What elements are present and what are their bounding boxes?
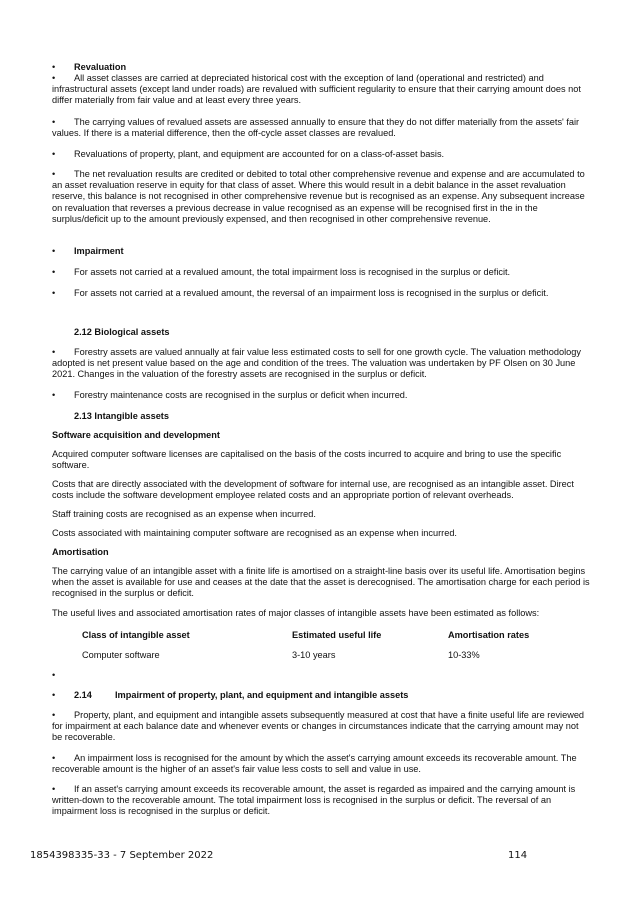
paragraph: Costs that are directly associated with the development of software for internal use, are recognised as an intangible asset. Direct costs include the software development employee related costs and an appropriate portion of relevant overheads. (52, 479, 574, 501)
paragraph (52, 288, 590, 299)
paragraph-text: Property, plant, and equipment and intangible assets subsequently measured at cost that have a finite useful life are reviewed for impairment at each balance date and whenever events or changes in circumstances indicate that the carrying amount may not be recoverable. (52, 710, 585, 743)
table-row (82, 646, 582, 666)
bullet: • (52, 390, 56, 400)
paragraph-text: For assets not carried at a revalued amount, the total impairment loss is recognised in the surplus or deficit. (74, 267, 511, 277)
paragraph (52, 390, 590, 401)
amortisation-table (82, 626, 582, 666)
table-header: Class of intangible asset (82, 630, 190, 641)
paragraph-text: The net revaluation results are credited or debited to total other comprehensive revenue and expense and are accumulated to an asset revaluation reserve in equity for that class of asset. Where this would result in a debit balance in the asset revaluation reserve, this balance is not recognised in other comprehensive revenue but is recognised as an expense. Any subsequent increase on revaluation that reverses a previous decrease in value recognised as an expense will be recognised first in the in the surplus/deficit up to the amount previously expensed, and then recognised in other comprehensive revenue. (52, 169, 585, 224)
document-page (52, 62, 590, 818)
paragraph: Staff training costs are recognised as an expense when incurred. (52, 509, 316, 519)
paragraph-text: Revaluations of property, plant, and equipment are accounted for on a class-of-asset basis. (74, 149, 445, 159)
section-heading-2-13: 2.13 Intangible assets (74, 411, 169, 421)
bullet: • (52, 246, 56, 256)
table-header: Amortisation rates (448, 630, 530, 641)
paragraph (52, 347, 590, 381)
table-cell: Computer software (82, 650, 160, 661)
heading-text: Revaluation (74, 62, 127, 72)
paragraph-text: All asset classes are carried at depreciated historical cost with the exception of land (operational and restricted) and infrastructural assets (except land under roads) are revalued with sufficient regularity to ensure that their carrying amount does not differ materially from fair value and at least every three years. (52, 73, 581, 106)
revaluation-heading (52, 62, 590, 73)
paragraph-text: If an asset's carrying amount exceeds its recoverable amount, the asset is regarded as impaired and the carrying amount is written-down to the recoverable amount. The total impairment loss is recognised in the surplus or deficit. The reversal of an impairment loss is recognised in the surplus or deficit. (52, 784, 576, 817)
paragraph-text: Forestry maintenance costs are recognised in the surplus or deficit when incurred. (74, 390, 408, 400)
heading-text: Impairment of property, plant, and equipment and intangible assets (115, 690, 409, 700)
bullet: • (52, 784, 56, 794)
impairment-heading (52, 246, 590, 257)
bullet: • (52, 753, 56, 763)
empty-bullet (52, 670, 590, 681)
page-number: 114 (508, 850, 528, 861)
table-cell: 3-10 years (292, 650, 336, 661)
paragraph-text: For assets not carried at a revalued amount, the reversal of an impairment loss is recognised in the surplus or deficit. (74, 288, 549, 298)
bullet: • (52, 670, 56, 680)
subheading-software: Software acquisition and development (52, 430, 220, 440)
bullet: • (52, 690, 56, 700)
paragraph-text: An impairment loss is recognised for the amount by which the asset's carrying amount exceeds its recoverable amount. The recoverable amount is the higher of an asset's fair value less costs to sell and value in use. (52, 753, 577, 775)
table-header-row (82, 626, 582, 646)
paragraph-text: The carrying values of revalued assets are assessed annually to ensure that they do not differ materially from the assets' fair values. If there is a material difference, then the off-cycle asset classes are revalued. (52, 117, 580, 139)
paragraph (52, 710, 590, 744)
paragraph: The useful lives and associated amortisation rates of major classes of intangible assets have been estimated as follows: (52, 608, 540, 618)
bullet: • (52, 347, 56, 357)
paragraph: Costs associated with maintaining computer software are recognised as an expense when incurred. (52, 528, 457, 538)
paragraph (52, 169, 590, 236)
bullet: • (52, 288, 56, 298)
paragraph (52, 784, 590, 818)
section-heading-2-12: 2.12 Biological assets (74, 327, 170, 337)
table-cell: 10-33% (448, 650, 480, 661)
bullet: • (52, 73, 56, 83)
paragraph (52, 117, 590, 139)
bullet: • (52, 169, 56, 179)
paragraph: The carrying value of an intangible asset with a finite life is amortised on a straight-line basis over its useful life. Amortisation begins when the asset is available for use and ceases at the date that the asset is derecognised. The amortisation charge for each period is recognised in the surplus or deficit. (52, 566, 590, 599)
bullet: • (52, 149, 56, 159)
paragraph: Acquired computer software licenses are capitalised on the basis of the costs incurred to acquire and bring to use the specific software. (52, 449, 562, 471)
paragraph-text: Forestry assets are valued annually at fair value less estimated costs to sell for one growth cycle. The valuation methodology adopted is net present value based on the age and condition of the trees. The valuation was undertaken by PF Olsen on 30 June 2021. Changes in the valuation of the forestry assets are recognised in the surplus or deficit. (52, 347, 581, 380)
section-heading-2-14 (52, 690, 590, 701)
bullet: • (52, 117, 56, 127)
table-header: Estimated useful life (292, 630, 382, 641)
bullet: • (52, 267, 56, 277)
heading-text: Impairment (74, 246, 124, 256)
paragraph (52, 753, 590, 775)
paragraph (52, 73, 590, 107)
bullet: • (52, 62, 56, 72)
subheading-amortisation: Amortisation (52, 547, 109, 557)
section-number: 2.14 (74, 690, 92, 700)
page-footer (30, 850, 530, 861)
document-reference: 1854398335-33 - 7 September 2022 (30, 850, 214, 861)
bullet: • (52, 710, 56, 720)
paragraph (52, 267, 590, 278)
paragraph (52, 149, 590, 160)
